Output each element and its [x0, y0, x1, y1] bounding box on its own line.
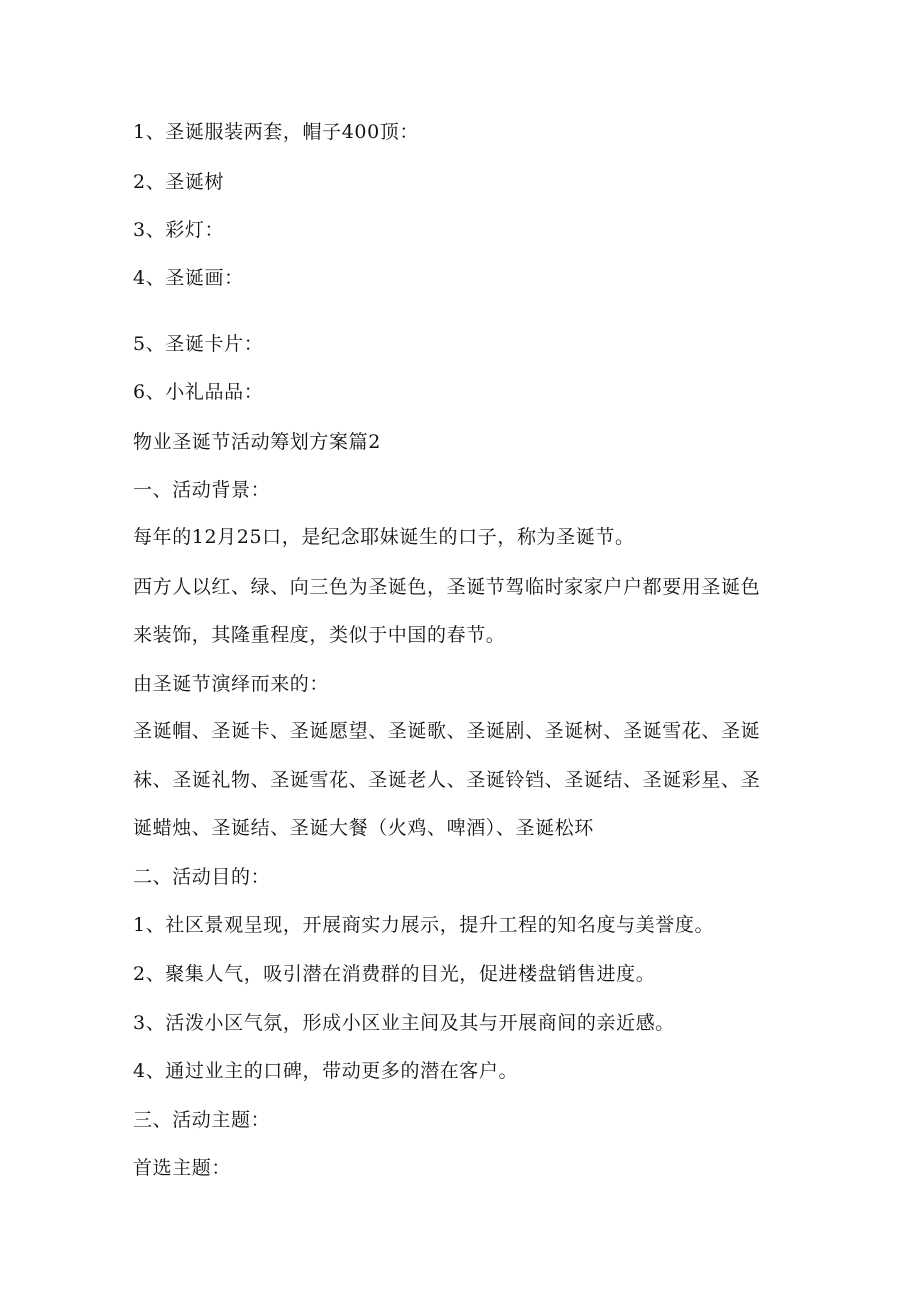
heading-background: 一、活动背景：	[133, 479, 271, 501]
list-item-cards: 5、圣诞卡片：	[133, 333, 264, 355]
paragraph-items-line2: 袜、圣诞礼物、圣诞雪花、圣诞老人、圣诞铃铛、圣诞结、圣诞彩星、圣	[133, 769, 761, 791]
purpose-item-3: 3、活泼小区气氛，形成小区业主间及其与开展商间的亲近感。	[133, 1012, 675, 1034]
paragraph-items-line1: 圣诞帽、圣诞卡、圣诞愿望、圣诞歌、圣诞剧、圣诞树、圣诞雪花、圣诞	[133, 720, 761, 742]
purpose-item-4: 4、通过业主的口碑，带动更多的潜在客户。	[133, 1060, 519, 1082]
list-item-costumes: 1、圣诞服装两套，帽子400顶：	[133, 121, 419, 143]
section-title: 物业圣诞节活动筹划方案篇2	[133, 431, 381, 453]
list-item-gifts: 6、小礼品品：	[133, 381, 264, 403]
paragraph-colors-line2: 来装饰，其隆重程度，类似于中国的春节。	[133, 624, 506, 646]
paragraph-colors-line1: 西方人以红、绿、向三色为圣诞色，圣诞节驾临时家家户户都要用圣诞色	[133, 576, 761, 598]
heading-theme: 三、活动主题：	[133, 1109, 271, 1131]
theme-first-choice: 首选主题：	[133, 1157, 232, 1179]
paragraph-items-line3: 诞蜡烛、圣诞结、圣诞大餐（火鸡、啤酒）、圣诞松环	[133, 817, 594, 839]
list-item-tree: 2、圣诞树	[133, 171, 225, 193]
purpose-item-2: 2、聚集人气，吸引潜在消费群的目光，促进楼盘销售进度。	[133, 963, 656, 985]
paragraph-date: 每年的12月25口，是纪念耶妹诞生的口子，称为圣诞节。	[133, 526, 635, 548]
purpose-item-1: 1、社区景观呈现，开展商实力展示，提升工程的知名度与美誉度。	[133, 914, 715, 936]
list-item-paintings: 4、圣诞画：	[133, 267, 244, 289]
paragraph-derived: 由圣诞节演绎而来的：	[133, 673, 330, 695]
heading-purpose: 二、活动目的：	[133, 866, 271, 888]
list-item-lights: 3、彩灯：	[133, 219, 225, 241]
